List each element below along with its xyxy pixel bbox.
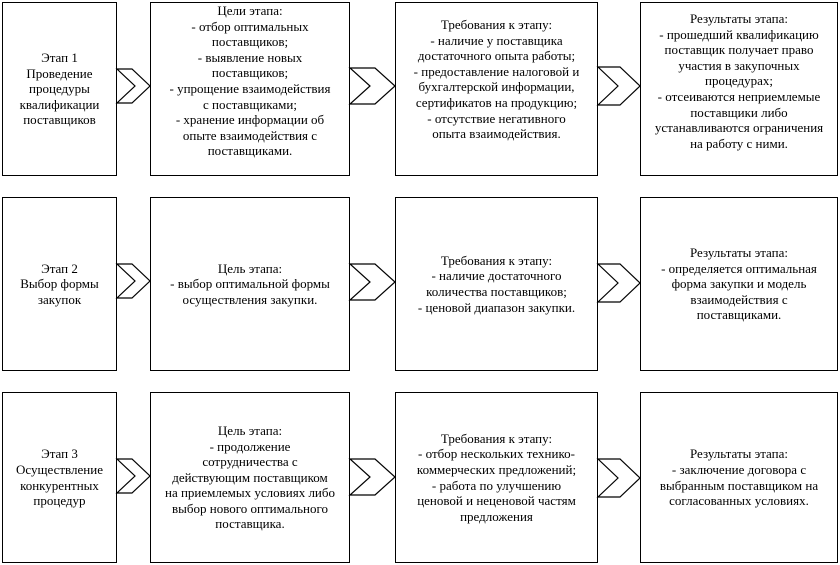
arrow-right-icon xyxy=(598,67,640,105)
stage-1-results-text: Результаты этапа: - прошедший квалификацию поставщик получает право участия в закупочных процедурах; - отсеиваются неприемлемые поставщики либо устанавливаются ограничения на работу с ними. xyxy=(654,11,824,151)
stage-2-goals-text: Цель этапа: - выбор оптимальной формы осуществления закупки. xyxy=(170,260,330,307)
arrow-right-icon xyxy=(117,264,150,298)
stage-1-box xyxy=(2,2,117,176)
stage-2-requirements-text: Требования к этапу: - наличие достаточного количества поставщиков; - ценовой диапазон закупки. xyxy=(417,252,576,315)
stage-1-goals-text: Цели этапа: - отбор оптимальных поставщиков; - выявление новых поставщиков; - упрощение взаимодействия с поставщиками; - хранение информации об опыте взаимодействия с поставщиками. xyxy=(169,3,331,159)
stage-2-box xyxy=(2,197,117,371)
arrow-right-icon xyxy=(598,264,640,302)
arrow-right-icon xyxy=(350,68,395,104)
stage-1-results-box xyxy=(640,2,838,176)
stage-1-goals-box xyxy=(150,2,350,176)
arrow-right-icon xyxy=(350,264,395,300)
stage-3-goals-box xyxy=(150,392,350,563)
stage-1-text: Этап 1 Проведение процедуры квалификации поставщиков xyxy=(19,50,100,128)
stage-3-requirements-box xyxy=(395,392,598,563)
stage-2-goals-box xyxy=(150,197,350,371)
stage-2-requirements-box xyxy=(395,197,598,371)
stage-3-results-text: Результаты этапа: - заключение договора с выбранным поставщиком на согласованных условиях. xyxy=(659,446,819,509)
arrow-right-icon xyxy=(350,459,395,495)
stage-3-results-box xyxy=(640,392,838,563)
stage-3-requirements-text: Требования к этапу: - отбор нескольких технико- коммерческих предложений; - работа по улучшению ценовой и неценовой частям предложения xyxy=(416,430,577,524)
arrow-right-icon xyxy=(598,459,640,497)
stage-1-requirements-text: Требования к этапу: - наличие у поставщика достаточного опыта работы; - предоставление налоговой и бухгалтерской информации, сертификатов на продукцию; - отсутствие негативного опыта взаимодействия. xyxy=(413,17,580,142)
stage-3-text: Этап 3 Осуществление конкурентных процедур xyxy=(16,446,103,509)
arrow-right-icon xyxy=(117,69,150,103)
stage-2-text: Этап 2 Выбор формы закупок xyxy=(20,260,99,307)
stage-2-results-box xyxy=(640,197,838,371)
stage-3-goals-text: Цель этапа: - продолжение сотрудничества с действующим поставщиком на приемлемых условиях либо выбор нового оптимального поставщика. xyxy=(165,422,335,532)
stage-1-requirements-box xyxy=(395,2,598,176)
stage-2-results-text: Результаты этапа: - определяется оптимальная форма закупки и модель взаимодействия с поставщиками. xyxy=(661,245,817,323)
arrow-right-icon xyxy=(117,459,150,493)
stage-3-box xyxy=(2,392,117,563)
